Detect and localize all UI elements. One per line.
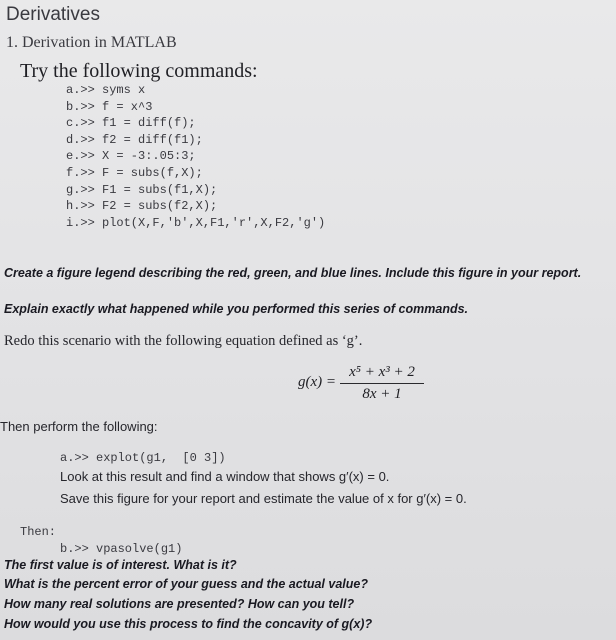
look-text: Look at this result and find a window that shows g′(x) = 0. (60, 469, 390, 484)
question-1: The first value is of interest. What is it? (4, 558, 237, 572)
command-line: b.>> f = x^3 (66, 99, 153, 114)
then-perform-text: Then perform the following: (0, 419, 158, 434)
formula-numerator: x⁵ + x³ + 2 (349, 364, 415, 380)
command-line: g.>> F1 = subs(f1,X); (66, 182, 218, 197)
command-line: a.>> syms x (66, 83, 146, 97)
then-label: Then: (20, 525, 57, 539)
redo-text: Redo this scenario with the following equation defined as ‘g’. (4, 333, 363, 349)
formula-fraction (340, 364, 424, 403)
try-heading: Try the following commands: (20, 60, 258, 82)
command-line: h.>> F2 = subs(f2,X); (66, 199, 218, 214)
section-heading: 1. Derivation in MATLAB (6, 34, 177, 51)
command-list (66, 82, 325, 231)
explain-instruction: Explain exactly what happened while you performed this series of commands. (4, 302, 469, 316)
legend-instruction: Create a figure legend describing the red, green, and blue lines. Include this figure in your report. (4, 266, 582, 280)
command-line: c.>> f1 = diff(f); (66, 116, 196, 131)
command-line: f.>> F = subs(f,X); (66, 165, 203, 180)
question-3: How many real solutions are presented? How can you tell? (4, 597, 355, 611)
command-line: i.>> plot(X,F,'b',X,F1,'r',X,F2,'g') (66, 215, 326, 230)
vpasolve-command: b.>> vpasolve(g1) (60, 542, 183, 556)
question-4: How would you use this process to find the concavity of g(x)? (4, 617, 373, 631)
save-text: Save this figure for your report and estimate the value of x for g′(x) = 0. (60, 491, 467, 506)
formula-denominator: 8x + 1 (362, 386, 402, 402)
fraction-bar (340, 383, 424, 384)
formula-lhs: g(x) = (298, 374, 337, 390)
question-2: What is the percent error of your guess and the actual value? (4, 577, 368, 591)
explot-command: a.>> explot(g1, [0 3]) (60, 451, 226, 465)
page-title: Derivatives (6, 4, 100, 25)
command-line: e.>> X = -3:.05:3; (66, 149, 196, 164)
command-line: d.>> f2 = diff(f1); (66, 132, 203, 147)
